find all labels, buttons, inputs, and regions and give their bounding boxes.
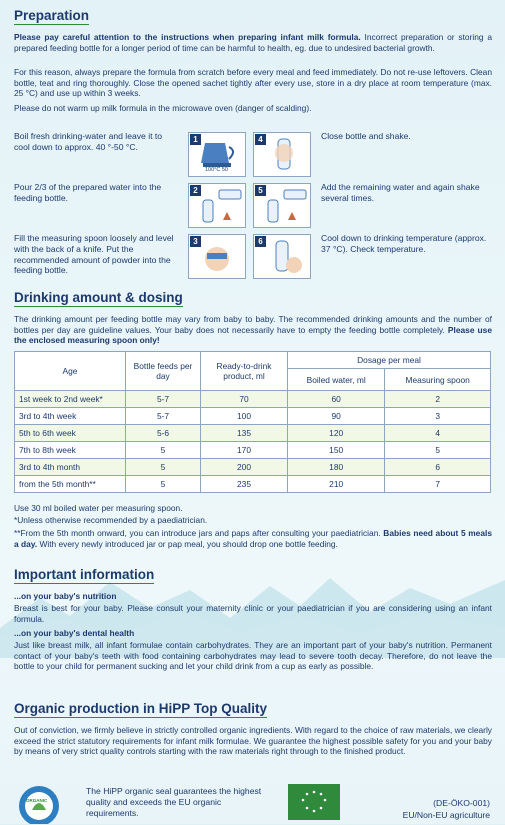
preparation-para2: For this reason, always prepare the formula from scratch before every meal and feed immediately. Do not re-use leftovers. Clean bottle, teat and ring thoroughly. Close the opened sachet tightly after every use, store in a dry place at room temperature (max. 25 °C) and use up within 3 weeks. <box>14 67 492 99</box>
dosing-intro: The drinking amount per feeding bottle may vary from baby to baby. The recommended drinking amounts and the number of bottles per day are guideline values. Your baby does not necessarily have to empty the feeding bottle completely. Please use the enclosed measuring spoon only! <box>14 314 492 346</box>
table-row: 1st week to 2nd week* 5-7 70 60 2 <box>15 391 491 408</box>
dental-text: Just like breast milk, all infant formulae contain carbohydrates. They are an important part of your baby's nutrition. Permanent contact of your baby's teeth with food containing carbohydrates may lead to severe tooth decay. Therefore, do not leave the bottle to your child for permanent sucking and let your child drink from a cup as early as possible. <box>14 640 492 672</box>
table-row: 7th to 8th week 5 170 150 5 <box>15 442 491 459</box>
step-6-text: Cool down to drinking temperature (approx. 37 °C). Check temperature. <box>321 233 487 254</box>
step-2-pour-picture: 2 <box>188 183 246 228</box>
eu-code: (DE-ÖKO-001) <box>433 798 490 808</box>
seal-label: ORGANIC <box>26 798 48 803</box>
col-dosage: Dosage per meal <box>288 352 491 369</box>
organic-heading: Organic production in HiPP Top Quality <box>14 701 268 716</box>
col-spoon: Measuring spoon <box>385 369 491 391</box>
col-age: Age <box>15 352 126 391</box>
important-heading: Important information <box>14 567 155 582</box>
dosing-note-2: *Unless otherwise recommended by a paediatrician. <box>14 515 208 525</box>
table-row: 3rd to 4th month 5 200 180 6 <box>15 459 491 476</box>
preparation-intro: Please pay careful attention to the instructions when preparing infant milk formula. Incorrect preparation or storing a prepared feeding bottle for a longer period of time can be harmful to health, eg. due to undesired bacterial growth. <box>14 32 493 53</box>
step-1-text: Boil fresh drinking-water and leave it to cool down to approx. 40 °-50 °C. <box>14 131 163 152</box>
step-4-text: Close bottle and shake. <box>321 131 411 141</box>
step-3-spoon-picture: 3 <box>188 234 246 279</box>
table-row: 3rd to 4th week 5-7 100 90 3 <box>15 408 491 425</box>
dosing-note-1: Use 30 ml boiled water per measuring spoon. <box>14 503 183 513</box>
dosing-table <box>14 351 491 493</box>
seal-text: The HiPP organic seal guarantees the highest quality and exceeds the EU organic requirements. <box>86 786 262 818</box>
nutrition-subheading: ...on your baby's nutrition <box>14 591 117 601</box>
preparation-para3: Please do not warm up milk formula in the microwave oven (danger of scalding). <box>14 103 312 113</box>
step-1-kettle-picture: 1 100°C 50 <box>188 132 246 177</box>
step-3-text: Fill the measuring spoon loosely and level with the back of a knife. Put the recommended amount of powder into the feeding bottle. <box>14 233 174 276</box>
col-ready: Ready-to-drink product, ml <box>201 352 288 391</box>
step-5-text: Add the remaining water and again shake several times. <box>321 182 480 203</box>
step-4-shake-picture: 4 <box>253 132 311 177</box>
nutrition-text: Breast is best for your baby. Please consult your maternity clinic or your paediatrician if you are considering using an infant formula. <box>14 603 492 624</box>
step-5-add-water-picture: 5 <box>253 183 311 228</box>
eu-agriculture: EU/Non-EU agriculture <box>402 810 490 820</box>
preparation-heading: Preparation <box>14 8 90 23</box>
col-water: Boiled water, ml <box>288 369 385 391</box>
step-2-text: Pour 2/3 of the prepared water into the feeding bottle. <box>14 182 162 203</box>
organic-text: Out of conviction, we firmly believe in strictly controlled organic ingredients. With regard to the choice of raw materials, we clearly exceed the strict statutory requirements for infant milk formulae. We guarantee the highest possible safety for you and your baby by means of very strict quality controls starting with the raw materials right through to the finished product. <box>14 725 492 757</box>
step-6-cool-picture: 6 <box>253 234 311 279</box>
dosing-note-3: **From the 5th month onward, you can introduce jars and paps after consulting your paediatrician. Babies need about 5 meals a day. With every newly introduced jar or pap meal, you should drop one bottle feeding. <box>14 528 492 549</box>
col-bottles: Bottle feeds per day <box>126 352 201 391</box>
table-row: from the 5th month** 5 235 210 7 <box>15 476 491 493</box>
table-row: 5th to 6th week 5-6 135 120 4 <box>15 425 491 442</box>
dental-subheading: ...on your baby's dental health <box>14 628 135 638</box>
eu-organic-logo-icon <box>288 784 340 820</box>
thermometer-label: 100°C 50 <box>205 167 228 173</box>
dosing-heading: Drinking amount & dosing <box>14 290 183 305</box>
